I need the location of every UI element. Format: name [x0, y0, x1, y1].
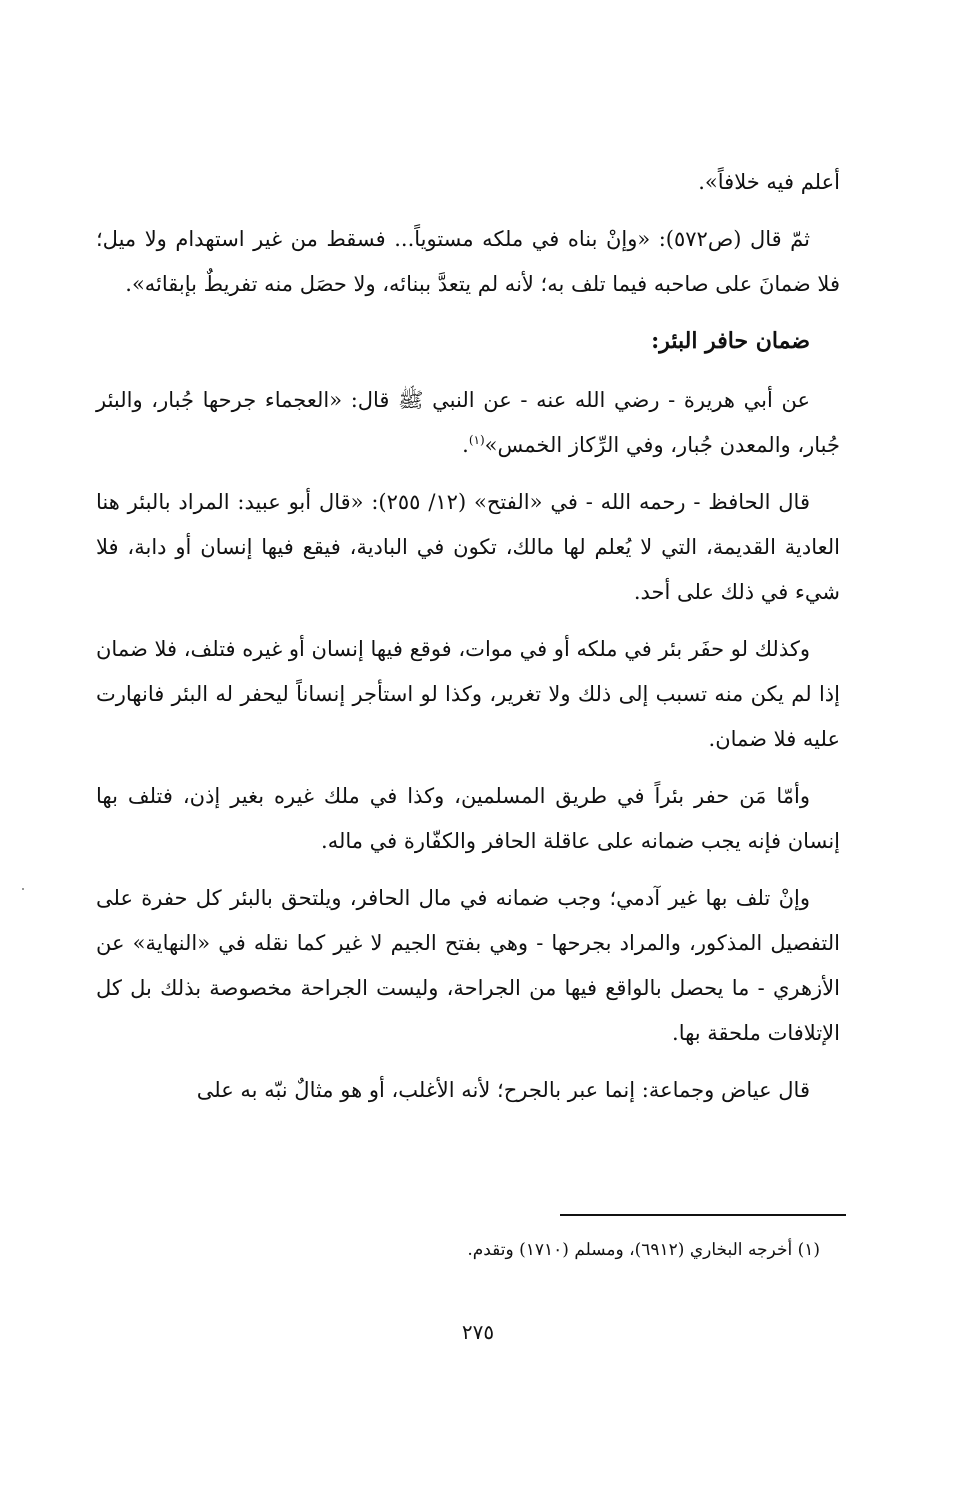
footnote-divider	[560, 1214, 846, 1216]
paragraph-own-property: وكذلك لو حفَر بئر في ملكه أو في موات، فوقع فيها إنسان أو غيره فتلف، فلا ضمان إذا لم يكن منه تسبب إلى ذلك ولا تغرير، وكذا لو استأجر إنساناً ليحفر له البئر فانهارت عليه فلا ضمان.	[96, 637, 840, 751]
footnote: (١) أخرجه البخاري (٦٩١٢)، ومسلم (١٧١٠) وتقدم.	[467, 1240, 820, 1260]
footnote-marker: (١)	[468, 433, 485, 447]
page-number: ٢٧٥	[461, 1320, 495, 1344]
paragraph-non-human: وإنْ تلف بها غير آدمي؛ وجب ضمانه في مال الحافر، ويلتحق بالبئر كل حفرة على التفصيل المذكور، والمراد بجرحها - وهي بفتح الجيم لا غير كما نقله في «النهاية» عن الأزهري - ما يحصل بالواقع فيها من الجراحة، وليست الجراحة مخصوصة بذلك بل كل الإتلافات ملحقة بها.	[96, 886, 840, 1045]
paragraph-hafiz-quote: قال الحافظ - رحمه الله - في «الفتح» (١٢/ ٢٥٥): «قال أبو عبيد: المراد بالبئر هنا العادية القديمة، التي لا يُعلم لها مالك، تكون في البادية، فيقع فيها إنسان أو دابة، فلا شيء في ذلك على أحد.	[96, 490, 840, 604]
margin-speck	[22, 888, 24, 890]
section-heading: ضمان حافر البئر:	[651, 328, 810, 354]
paragraph-continuation: أعلم فيه خلافاً».	[698, 170, 840, 194]
hadith-text: عن أبي هريرة - رضي الله عنه - عن النبي ﷺ قال: «العجماء جرحها جُبار، والبئر جُبار، والمعدن جُبار، وفي الرِّكاز الخمس»	[96, 388, 840, 457]
paragraph-hadith	[96, 378, 840, 468]
paragraph-public-road: وأمّا مَن حفر بئراً في طريق المسلمين، وكذا في ملك غيره بغير إذن، فتلف بها إنسان فإنه يجب ضمانه على عاقلة الحافر والكفّارة في ماله.	[96, 784, 840, 853]
hadith-end: .	[462, 433, 469, 457]
paragraph-building-collapse: ثمّ قال (ص٥٧٢): «وإنْ بناه في ملكه مستوياً... فسقط من غير استهدام ولا ميل؛ فلا ضمانَ على صاحبه فيما تلف به؛ لأنه لم يتعدَّ ببنائه، ولا حصَل منه تفريطٌ بإبقائه».	[96, 227, 840, 296]
main-text	[96, 160, 840, 1125]
paragraph-iyad: قال عياض وجماعة: إنما عبر بالجرح؛ لأنه الأغلب، أو هو مثالٌ نبّه به على	[196, 1078, 810, 1102]
